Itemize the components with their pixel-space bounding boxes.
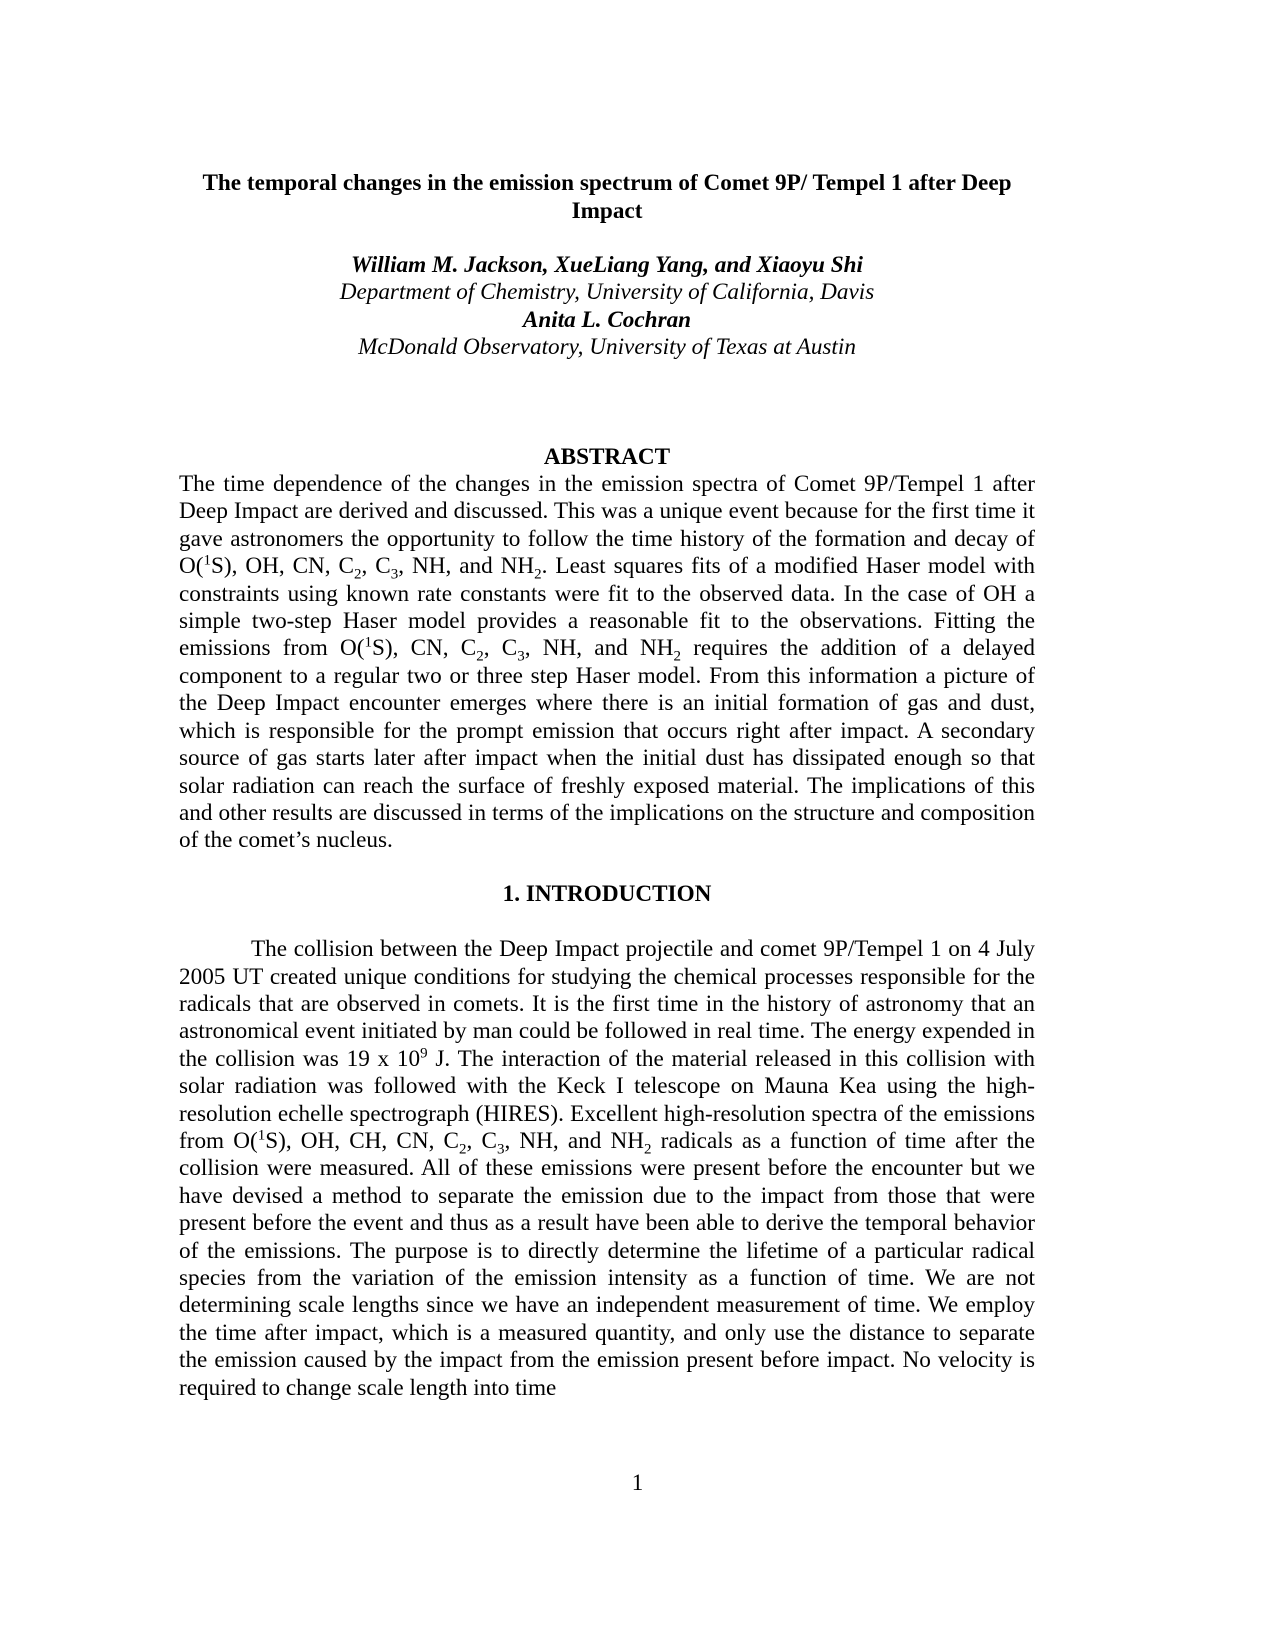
abstract-paragraph <box>179 471 1035 855</box>
introduction-text: The collision between the Deep Impact projectile and comet 9P/Tempel 1 on 4 July 2005 UT created unique conditions for studying the chemical processes responsible for the radicals that are observed in comets. It is the first time in the history of astronomy that an astronomical event initiated by man could be followed in real time. The energy expended in the collision was 19 x 10 <box>179 936 1035 1072</box>
abstract-text: requires the addition of a delayed component to a regular two or three step Haser model. From this information a picture of the Deep Impact encounter emerges where there is an initial formation of gas and dust, which is responsible for the prompt emission that occurs right after impact. A secondary source of gas starts later after impact when the initial dust has dissipated enough so that solar radiation can reach the surface of freshly exposed material. The implications of this and other results are discussed in terms of the implications on the structure and composition of the comet’s nucleus. <box>179 635 1035 854</box>
subscript: 2 <box>643 1141 652 1158</box>
subscript: 2 <box>673 649 681 666</box>
author-block <box>179 252 1035 362</box>
abstract-text: . Least squares fits of a modified Haser model with constraints using known rate constants were fit to the observed data. In the case of OH a simple two-step Haser model provides a reasonable fit to the observations. Fitting the emissions from O( <box>179 553 1035 662</box>
subscript: 2 <box>534 566 542 583</box>
superscript: 1 <box>257 1127 266 1144</box>
introduction-text: , NH, and NH <box>504 1127 644 1154</box>
introduction-text: S), OH, CH, CN, C <box>265 1127 460 1154</box>
subscript: 2 <box>354 566 362 583</box>
introduction-text: J. The interaction of the material released in this collision with solar radiation was followed with the Keck I telescope on Mauna Kea using the high-resolution echelle spectrograph (HIRES). Excellent high-resolution spectra of the emissions from O( <box>179 1045 1035 1154</box>
abstract-heading: ABSTRACT <box>543 443 671 470</box>
abstract-text: , C <box>483 635 518 662</box>
paper-title: The temporal changes in the emission spectrum of Comet 9P/ Tempel 1 after Deep Impact <box>202 170 1012 224</box>
superscript: 1 <box>364 634 372 651</box>
introduction-text: radicals as a function of time after the collision were measured. All of these emissions were present before the encounter but we have devised a method to separate the emission due to the impact from those that were present before the event and thus as a result have been able to derive the temporal behavior of the emissions. The purpose is to directly determine the lifetime of a particular radical species from the variation of the emission intensity as a function of time. We are not determining scale lengths since we have an independent measurement of time. We employ the time after impact, which is a measured quantity, and only use the distance to separate the emission caused by the impact from the emission present before impact. No velocity is required to change scale length into time <box>179 1127 1036 1401</box>
introduction-paragraph <box>179 936 1035 1402</box>
superscript: 9 <box>420 1045 428 1062</box>
paper-page <box>179 170 1035 1402</box>
author-names-secondary: Anita L. Cochran <box>522 306 692 333</box>
author-names-primary: William M. Jackson, XueLiang Yang, and Xiaoyu Shi <box>351 252 863 278</box>
abstract-text: , NH, and NH <box>524 635 674 662</box>
introduction-heading: 1. INTRODUCTION <box>502 880 712 907</box>
subscript: 3 <box>517 649 525 666</box>
abstract-text: , C <box>361 553 391 580</box>
subscript: 3 <box>390 566 399 583</box>
subscript: 2 <box>459 1141 467 1158</box>
subscript: 2 <box>476 649 484 666</box>
page-number: 1 <box>631 1470 644 1495</box>
introduction-text: , C <box>466 1127 497 1154</box>
abstract-text: The time dependence of the changes in the emission spectra of Comet 9P/Tempel 1 after Deep Impact are derived and discussed. This was a unique event because for the first time it gave astronomers the opportunity to follow the time history of the formation and decay of O( <box>179 471 1035 580</box>
superscript: 1 <box>203 552 211 569</box>
abstract-text: S), OH, CN, C <box>210 553 355 580</box>
affiliation-primary: Department of Chemistry, University of California, Davis <box>339 279 875 306</box>
abstract-text: , NH, and NH <box>398 553 535 580</box>
abstract-text: S), CN, C <box>371 635 477 662</box>
subscript: 3 <box>496 1141 505 1158</box>
affiliation-secondary: McDonald Observatory, University of Texas at Austin <box>358 334 856 361</box>
